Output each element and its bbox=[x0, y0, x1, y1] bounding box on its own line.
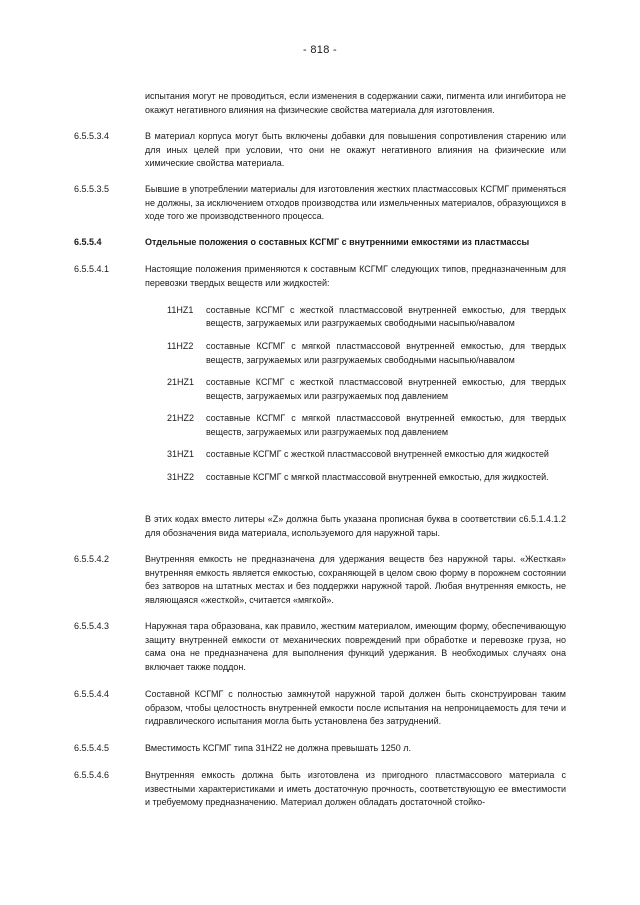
ibc-code: 11HZ1 bbox=[167, 305, 194, 315]
section-number: 6.5.5.3.4 bbox=[74, 131, 110, 141]
section-number: 6.5.5.4.6 bbox=[74, 770, 110, 780]
section-6-5-5-3-4 bbox=[74, 130, 566, 171]
section-number: 6.5.5.4.5 bbox=[74, 743, 110, 753]
ibc-code-list bbox=[167, 304, 566, 494]
ibc-code-description: составные КСГМГ с мягкой пластмассовой внутренней емкостью, для жидкостей. bbox=[206, 472, 549, 483]
intro-paragraph bbox=[74, 90, 566, 117]
section-6-5-5-4-3 bbox=[74, 620, 566, 674]
ibc-code: 21HZ1 bbox=[167, 377, 195, 388]
paragraph-text: В этих кодах вместо литеры «Z» должна быть указана прописная буква в соответствии с6.5.1.4.1.2 для обозначения вида материала, используемого для наружной тары. bbox=[145, 514, 566, 538]
section-number: 6.5.5.4 bbox=[74, 237, 102, 247]
ibc-code: 31HZ2 bbox=[167, 472, 195, 483]
codes-note bbox=[74, 513, 566, 540]
section-text: В материал корпуса могут быть включены добавки для повышения сопротивления старению или для иных целей при условии, что они не окажут негативного влияния на физические или химические свойства материала. bbox=[145, 131, 566, 169]
section-6-5-5-3-5 bbox=[74, 183, 566, 224]
ibc-code-description: составные КСГМГ с жесткой пластмассовой внутренней емкостью, для твердых веществ, загружаемых или разгружаемых под давлением bbox=[206, 377, 566, 401]
section-text: Внутренняя емкость не предназначена для удержания веществ без наружной тары. «Жесткая» внутренняя емкость является емкостью, сохраняющей в целом свою форму в порожнем состоянии без затворов на штатных местах и без поддержки наружной тарой. Любая внутренняя емкость, не являющаяся «жесткой», считается «мягкой». bbox=[145, 554, 566, 605]
ibc-code-item bbox=[167, 412, 566, 439]
ibc-code-item bbox=[167, 304, 566, 331]
section-text: Настоящие положения применяются к составным КСГМГ следующих типов, предназначенным для перевозки твердых веществ или жидкостей: bbox=[145, 264, 566, 288]
section-text: Составной КСГМГ с полностью замкнутой наружной тарой должен быть сконструирован таким образом, чтобы целостность внутренней емкости после испытания на непроницаемость для течи и гидравлического испытания могла быть установлена без затруднений. bbox=[145, 689, 566, 727]
section-text: Наружная тара образована, как правило, жестким материалом, имеющим форму, обеспечивающую защиту внутренней емкости от механических повреждений при обработке и перевозке груза, но сама она не предназначена для выполнения функций удержания. В необходимых случаях она включает также поддон. bbox=[145, 621, 566, 672]
section-6-5-5-4-5 bbox=[74, 742, 566, 756]
section-heading: Отдельные положения о составных КСГМГ с внутренними емкостями из пластмассы bbox=[145, 237, 530, 247]
ibc-code-description: составные КСГМГ с жесткой пластмассовой внутренней емкостью, для твердых веществ, загружаемых или разгружаемых свободными насыпью/навалом bbox=[206, 305, 566, 329]
ibc-code: 11HZ2 bbox=[167, 341, 194, 352]
ibc-code-description: составные КСГМГ с мягкой пластмассовой внутренней емкостью, для твердых веществ, загружаемых или разгружаемых под давлением bbox=[206, 413, 566, 437]
section-number: 6.5.5.4.2 bbox=[74, 554, 110, 564]
section-6-5-5-4-1 bbox=[74, 263, 566, 290]
ibc-code: 21HZ2 bbox=[167, 413, 195, 424]
section-number: 6.5.5.4.1 bbox=[74, 264, 110, 274]
ibc-code-description: составные КСГМГ с мягкой пластмассовой внутренней емкостью, для твердых веществ, загружаемых или разгружаемых свободными насыпью/навалом bbox=[206, 341, 566, 365]
section-text: Внутренняя емкость должна быть изготовлена из пригодного пластмассового материала с известными характеристиками и иметь достаточную прочность, соответствующую ее вместимости и требуемому предназначению. Материал должен обладать достаточной стойко- bbox=[145, 770, 566, 808]
ibc-code-item bbox=[167, 340, 566, 367]
ibc-code-item bbox=[167, 448, 566, 461]
section-text: Вместимость КСГМГ типа 31HZ2 не должна превышать 1250 л. bbox=[145, 743, 412, 753]
section-text: Бывшие в употреблении материалы для изготовления жестких пластмассовых КСГМГ применяться не должны, за исключением отходов производства или измельченных материалов, образующихся в ходе того же производственного процесса. bbox=[145, 184, 566, 222]
ibc-code: 31HZ1 bbox=[167, 449, 195, 460]
section-6-5-5-4-2 bbox=[74, 553, 566, 607]
page-number: - 818 - bbox=[303, 44, 337, 56]
ibc-code-item bbox=[167, 376, 566, 403]
section-6-5-5-4-6 bbox=[74, 769, 566, 810]
ibc-code-item bbox=[167, 471, 566, 484]
section-6-5-5-4-heading bbox=[74, 236, 566, 250]
ibc-code-description: составные КСГМГ с жесткой пластмассовой внутренней емкостью для жидкостей bbox=[206, 449, 549, 460]
section-6-5-5-4-4 bbox=[74, 688, 566, 729]
paragraph-text: испытания могут не проводиться, если изменения в содержании сажи, пигмента или ингибитора не окажут негативного влияния на физические свойства материала для изготовления. bbox=[145, 91, 566, 115]
section-number: 6.5.5.4.4 bbox=[74, 689, 110, 699]
section-number: 6.5.5.3.5 bbox=[74, 184, 110, 194]
section-number: 6.5.5.4.3 bbox=[74, 621, 110, 631]
